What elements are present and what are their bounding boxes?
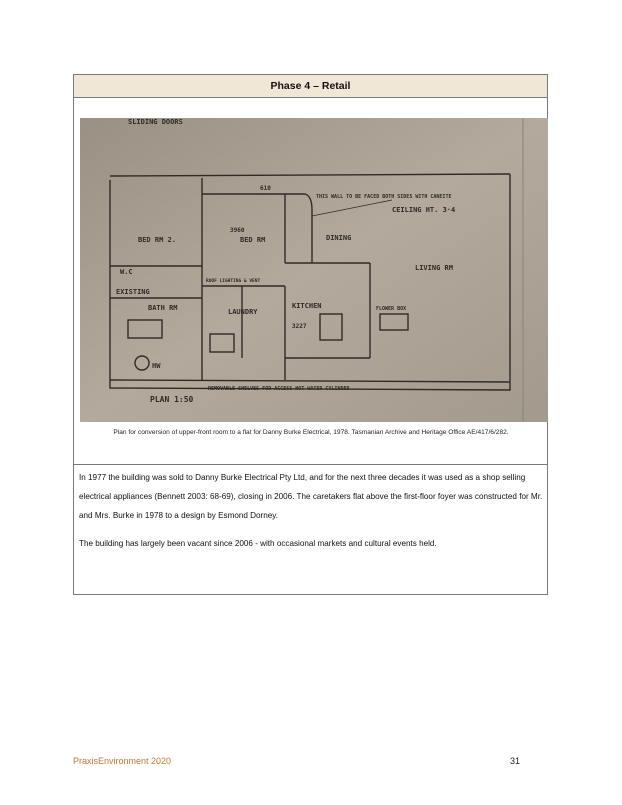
label-laundry: LAUNDRY bbox=[228, 308, 258, 316]
section-title: Phase 4 – Retail bbox=[270, 80, 351, 92]
label-bed-room-2: BED RM 2. bbox=[138, 236, 176, 244]
label-flower-box: FLOWER BOX bbox=[376, 306, 407, 312]
label-removable-shelves: REMOVABLE SHELVES FOR ACCESS HOT WATER CYLINDER bbox=[208, 386, 350, 392]
footer-organisation: PraxisEnvironment 2020 bbox=[73, 756, 172, 766]
label-bed-room: BED RM bbox=[240, 236, 266, 244]
label-ceiling-height: CEILING HT. 3·4 bbox=[392, 206, 456, 214]
paper-background bbox=[80, 118, 548, 422]
label-bath-room: BATH RM bbox=[148, 304, 178, 312]
label-dimension-3227: 3227 bbox=[292, 323, 307, 330]
body-text bbox=[79, 468, 545, 562]
label-existing: EXISTING bbox=[116, 288, 150, 296]
divider bbox=[74, 464, 547, 465]
content-frame bbox=[73, 74, 548, 595]
figure-caption: Plan for conversion of upper-front room to a flat for Danny Burke Electrical, 1978. Tasmanian Archive and Heritage Office AE/417/6/282. bbox=[113, 429, 509, 436]
label-dimension-610: 610 bbox=[260, 185, 271, 192]
label-dimension-3960: 3960 bbox=[230, 227, 245, 234]
label-kitchen: KITCHEN bbox=[292, 302, 322, 310]
label-wall-note: THIS WALL TO BE FACED BOTH SIDES WITH CANEITE bbox=[316, 194, 452, 200]
label-roof-vent: ROOF LIGHTING & VENT bbox=[206, 279, 261, 284]
section-header bbox=[74, 75, 547, 98]
floor-plan-figure bbox=[80, 118, 548, 422]
paragraph-1: In 1977 the building was sold to Danny Burke Electrical Pty Ltd, and for the next three decades it was used as a shop selling electrical appliances (Bennett 2003: 68-69), closing in 2006. The caretakers flat above the first-floor foyer was constructed for Mr. and Mrs. Burke in 1978 to a design by Esmond Dorney. bbox=[79, 473, 543, 520]
label-sliding-doors: SLIDING DOORS bbox=[128, 118, 183, 126]
paragraph-2: The building has largely been vacant since 2006 - with occasional markets and cultural events held. bbox=[79, 539, 437, 548]
label-hw: HW bbox=[152, 362, 161, 370]
label-living-room: LIVING RM bbox=[415, 264, 453, 272]
page-number: 31 bbox=[510, 756, 521, 766]
label-dining: DINING bbox=[326, 234, 352, 242]
label-plan-scale: PLAN 1:50 bbox=[150, 395, 194, 404]
floor-plan-drawing bbox=[80, 118, 548, 422]
label-wc: W.C bbox=[120, 268, 133, 276]
